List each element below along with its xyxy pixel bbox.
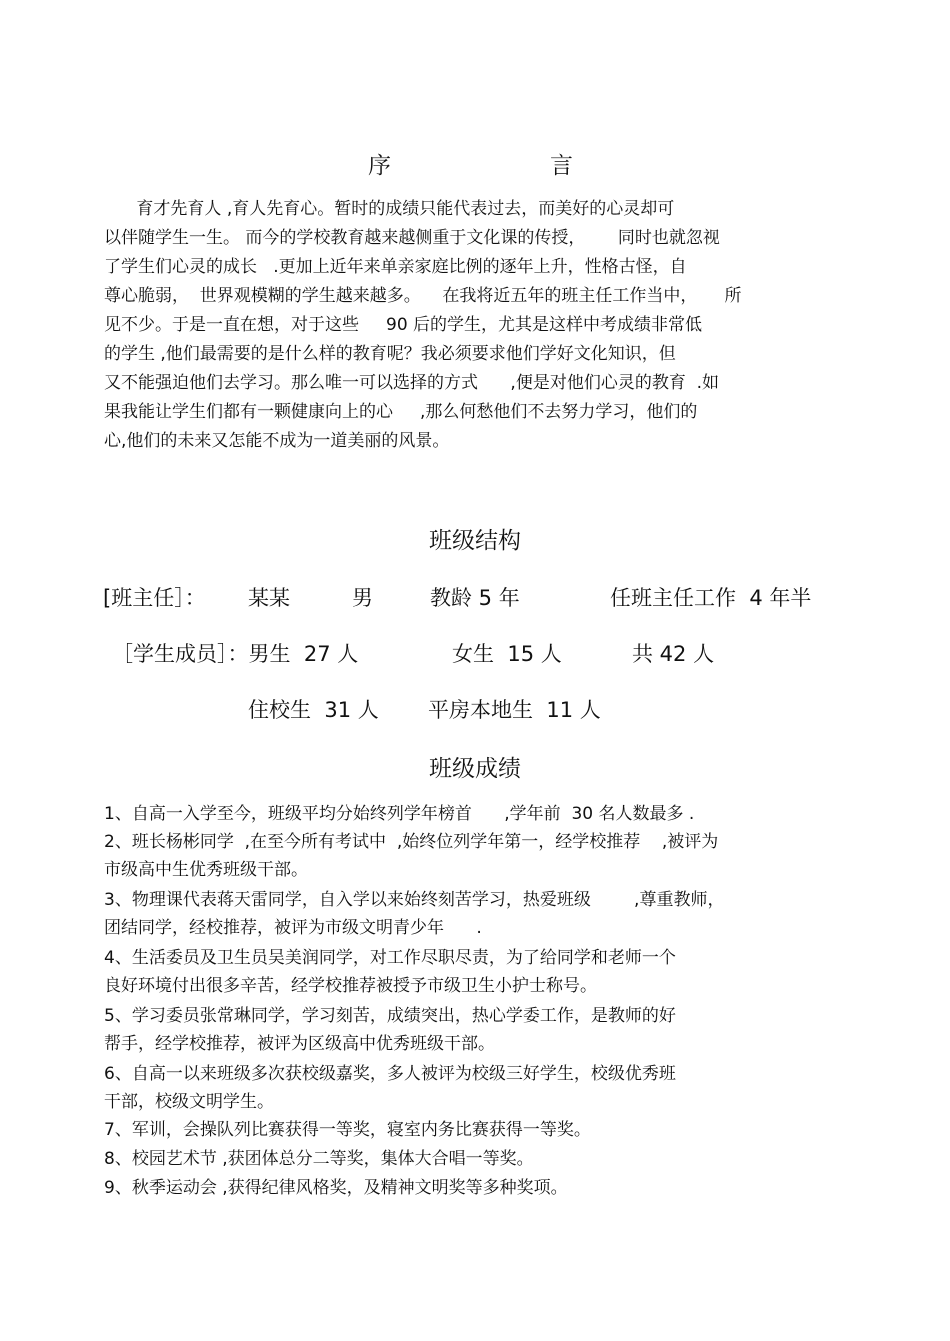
achievement-line: 良好环境付出很多辛苦，经学校推荐被授予市级卫生小护士称号。 [104,976,597,996]
structure-title: 班级结构 [429,528,521,554]
teacher-homeroom-years: 任班主任工作 4 年半 [610,586,812,610]
results-title: 班级成绩 [429,756,521,782]
achievement-line: 干部，校级文明学生。 [104,1092,274,1112]
achievement-line: 6、自高一以来班级多次获校级嘉奖，多人被评为校级三好学生，校级优秀班 [104,1064,676,1084]
preface-line: 又不能强迫他们去学习。那么唯一可以选择的方式 ,便是对他们心灵的教育 .如 [104,373,720,393]
achievement-line: 3、物理课代表蒋天雷同学，自入学以来始终刻苦学习，热爱班级 ,尊重教师， [104,890,725,910]
achievement-line: 9、秋季运动会 ,获得纪律风格奖，及精神文明奖等多种奖项。 [104,1178,568,1198]
students-boarding: 住校生 31 人 [248,698,379,722]
students-girls: 女生 15 人 [452,642,562,666]
teacher-name: 某某 [248,586,290,610]
preface-line: 尊心脆弱， 世界观模糊的学生越来越多。 在我将近五年的班主任工作当中， 所 [104,286,742,306]
achievement-line: 2、班长杨彬同学 ,在至今所有考试中 ,始终位列学年第一，经学校推荐 ,被评为 [104,832,719,852]
preface-line: 果我能让学生们都有一颗健康向上的心 ,那么何愁他们不去努力学习，他们的 [104,402,698,422]
students-boys: ［学生成员］：男生 27 人 [112,642,359,666]
students-total: 共 42 人 [632,642,715,666]
preface-line: 的学生 ,他们最需要的是什么样的教育呢？我必须要求他们学好文化知识，但 [104,344,676,364]
achievement-line: 1、自高一入学至今，班级平均分始终列学年榜首 ,学年前 30 名人数最多 . [104,804,695,824]
preface-title-left: 序 [368,153,391,179]
preface-line: 以伴随学生一生。 而今的学校教育越来越侧重于文化课的传授， 同时也就忽视 [104,228,720,248]
achievement-line: 7、军训，会操队列比赛获得一等奖，寝室内务比赛获得一等奖。 [104,1120,591,1140]
achievement-line: 5、学习委员张常琳同学，学习刻苦，成绩突出，热心学委工作，是教师的好 [104,1006,676,1026]
preface-line: 了学生们心灵的成长 .更加上近年来单亲家庭比例的逐年上升，性格古怪，自 [104,257,687,277]
achievement-line: 团结同学，经校推荐，被评为市级文明青少年 . [104,918,482,938]
achievement-line: 帮手，经学校推荐，被评为区级高中优秀班级干部。 [104,1034,495,1054]
achievement-line: 市级高中生优秀班级干部。 [104,860,308,880]
students-local: 平房本地生 11 人 [428,698,601,722]
teacher-years: 教龄 5 年 [430,586,520,610]
teacher-label: [班主任］： [103,586,206,610]
achievement-line: 8、校园艺术节 ,获团体总分二等奖，集体大合唱一等奖。 [104,1149,534,1169]
teacher-gender: 男 [352,586,373,610]
preface-title-right: 言 [550,153,573,179]
preface-line: 育才先育人 ,育人先育心。暂时的成绩只能代表过去，而美好的心灵却可 [104,199,675,219]
achievement-line: 4、生活委员及卫生员吴美润同学，对工作尽职尽责，为了给同学和老师一个 [104,948,676,968]
preface-line: 心,他们的未来又怎能不成为一道美丽的风景。 [104,431,450,451]
preface-line: 见不少。于是一直在想，对于这些 90 后的学生，尤其是这样中考成绩非常低 [104,315,703,335]
